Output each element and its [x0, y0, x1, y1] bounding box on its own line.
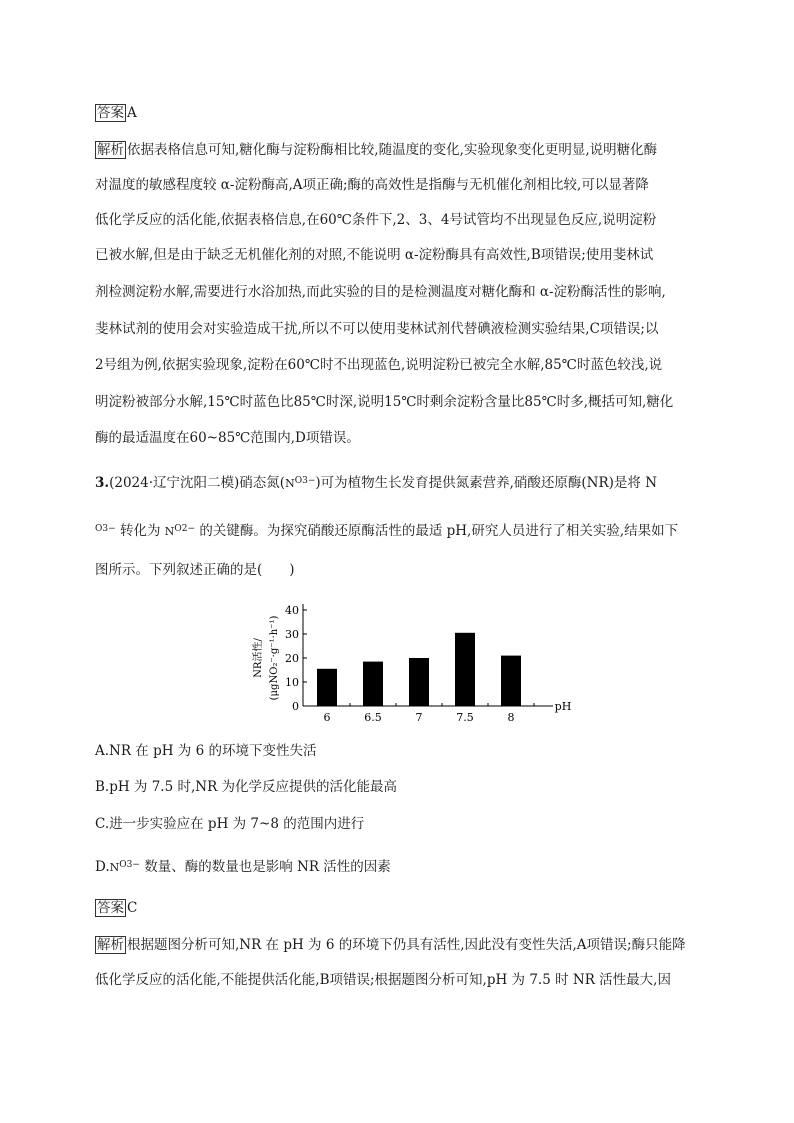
chart-bars: [317, 633, 521, 706]
formula-o: O: [174, 524, 182, 534]
formula-o: O: [294, 476, 303, 486]
analysis-line: 剂检测淀粉水解,需要进行水浴加热,而此实验的目的是检测温度对糖化酶和 α-淀粉酶活性的影响,: [95, 284, 666, 300]
analysis-line: 对温度的敏感程度较 α-淀粉酶高,A项正确;酶的高效性是指酶与无机催化剂相比较,可以显著降: [95, 177, 649, 193]
formula-n: N: [285, 477, 295, 490]
answer-value: C: [127, 900, 138, 916]
y-tick-label: 40: [285, 604, 299, 617]
option-d: [95, 858, 391, 877]
question-text: )可为植物生长发育提供氮素营养,硝酸还原酶(NR)是将 N: [315, 475, 658, 491]
question-text: 的关键酶。为探究硝酸还原酶活性的最适 pH,研究人员进行了相关实验,结果如下: [195, 523, 679, 539]
analysis-line: 低化学反应的活化能,依据表格信息,在60℃条件下,2、3、4号试管均不出现显色反应,说明淀粉: [95, 212, 657, 228]
formula-o: O: [119, 860, 127, 870]
formula-n: N: [109, 861, 120, 874]
bar: [317, 669, 337, 706]
formula-sup: −: [132, 860, 140, 870]
answer-label: 答案: [97, 900, 124, 916]
formula-sup: −: [307, 476, 316, 486]
question-source: (2024·辽宁沈阳二模): [109, 475, 240, 491]
option-d-prefix: D.: [95, 859, 110, 875]
formula-sub: 3: [302, 476, 308, 486]
option-b: B.pH 为 7.5 时,NR 为化学反应提供的活化能最高: [95, 779, 398, 795]
option-d-text: 数量、酶的数量也是影响 NR 活性的因素: [139, 859, 391, 875]
formula-sub: 2: [181, 524, 188, 534]
formula-sup: −: [187, 524, 196, 534]
y-tick-label: 20: [285, 652, 299, 665]
analysis-line: 已被水解,但是由于缺乏无机催化剂的对照,不能说明 α-淀粉酶具有高效性,B项错误;使用斐林试: [95, 247, 654, 263]
analysis-line: 明淀粉被部分水解,15℃时蓝色比85℃时深,说明15℃时剩余淀粉含量比85℃时多,概括可知,糖化: [95, 394, 674, 410]
answer-label: 答案: [97, 105, 124, 121]
x-tick-label: 6: [323, 711, 331, 724]
question-line-3: 图所示。下列叙述正确的是( ): [95, 562, 295, 578]
analysis-line: [95, 936, 686, 954]
question-line-1: [95, 474, 657, 493]
option-c: C.进一步实验应在 pH 为 7~8 的范围内进行: [95, 816, 365, 832]
analysis-line: 低化学反应的活化能,不能提供活化能,B项错误;根据题图分析可知,pH 为 7.5 时 NR 活性最大,因: [95, 972, 671, 988]
analysis-text: 依据表格信息可知,糖化酶与淀粉酶相比较,随温度的变化,实验现象变化更明显,说明糖化酶: [127, 142, 658, 158]
x-tick-label: 6.5: [364, 711, 382, 724]
formula-n: N: [164, 525, 175, 538]
option-a: A.NR 在 pH 为 6 的环境下变性失活: [95, 743, 317, 759]
bar: [363, 662, 383, 706]
bar: [501, 656, 521, 706]
x-tick-label: 7.5: [456, 711, 474, 724]
analysis-line: 2号组为例,依据实验现象,淀粉在60℃时不出现蓝色,说明淀粉已被完全水解,85℃时蓝色较浅,说: [95, 357, 663, 373]
analysis-label: 解析: [97, 937, 124, 953]
analysis-line: 酶的最适温度在60~85℃范围内,D项错误。: [95, 430, 360, 446]
y-tick-label: 30: [285, 628, 299, 641]
formula-sub: 3: [102, 524, 109, 534]
y-tick-label: 0: [292, 700, 299, 713]
analysis-text: 根据题图分析可知,NR 在 pH 为 6 的环境下仍具有活性,因此没有变性失活,A项错误;酶只能降: [127, 937, 686, 953]
formula-sub: 3: [126, 860, 133, 870]
answer-line-2: [95, 899, 137, 917]
y-tick-label: 10: [285, 676, 299, 689]
analysis-label: 解析: [97, 142, 124, 158]
question-text: 转化为: [115, 523, 165, 539]
formula-o: O: [95, 524, 103, 534]
bar: [409, 658, 429, 706]
question-text: 硝态氮(: [239, 475, 286, 491]
x-tick-label: 8: [507, 711, 515, 724]
y-axis-label-line2: (μgNO₂⁻·g⁻¹·h⁻¹): [269, 615, 280, 701]
bar: [455, 633, 475, 706]
answer-line-1: [95, 104, 137, 122]
question-line-2: [95, 522, 678, 541]
x-tick-label: 7: [415, 711, 423, 724]
x-axis-label: pH: [554, 700, 572, 713]
formula-sup: −: [108, 524, 116, 534]
question-number: 3.: [95, 475, 110, 491]
analysis-line: [95, 141, 657, 159]
answer-value: A: [127, 105, 137, 121]
nr-activity-bar-chart: [245, 598, 572, 733]
analysis-line: 斐林试剂的使用会对实验造成干扰,所以不可以使用斐林试剂代替碘液检测实验结果,C项错误;以: [95, 321, 659, 337]
y-axis-label-line1: NR活性/: [253, 638, 264, 678]
